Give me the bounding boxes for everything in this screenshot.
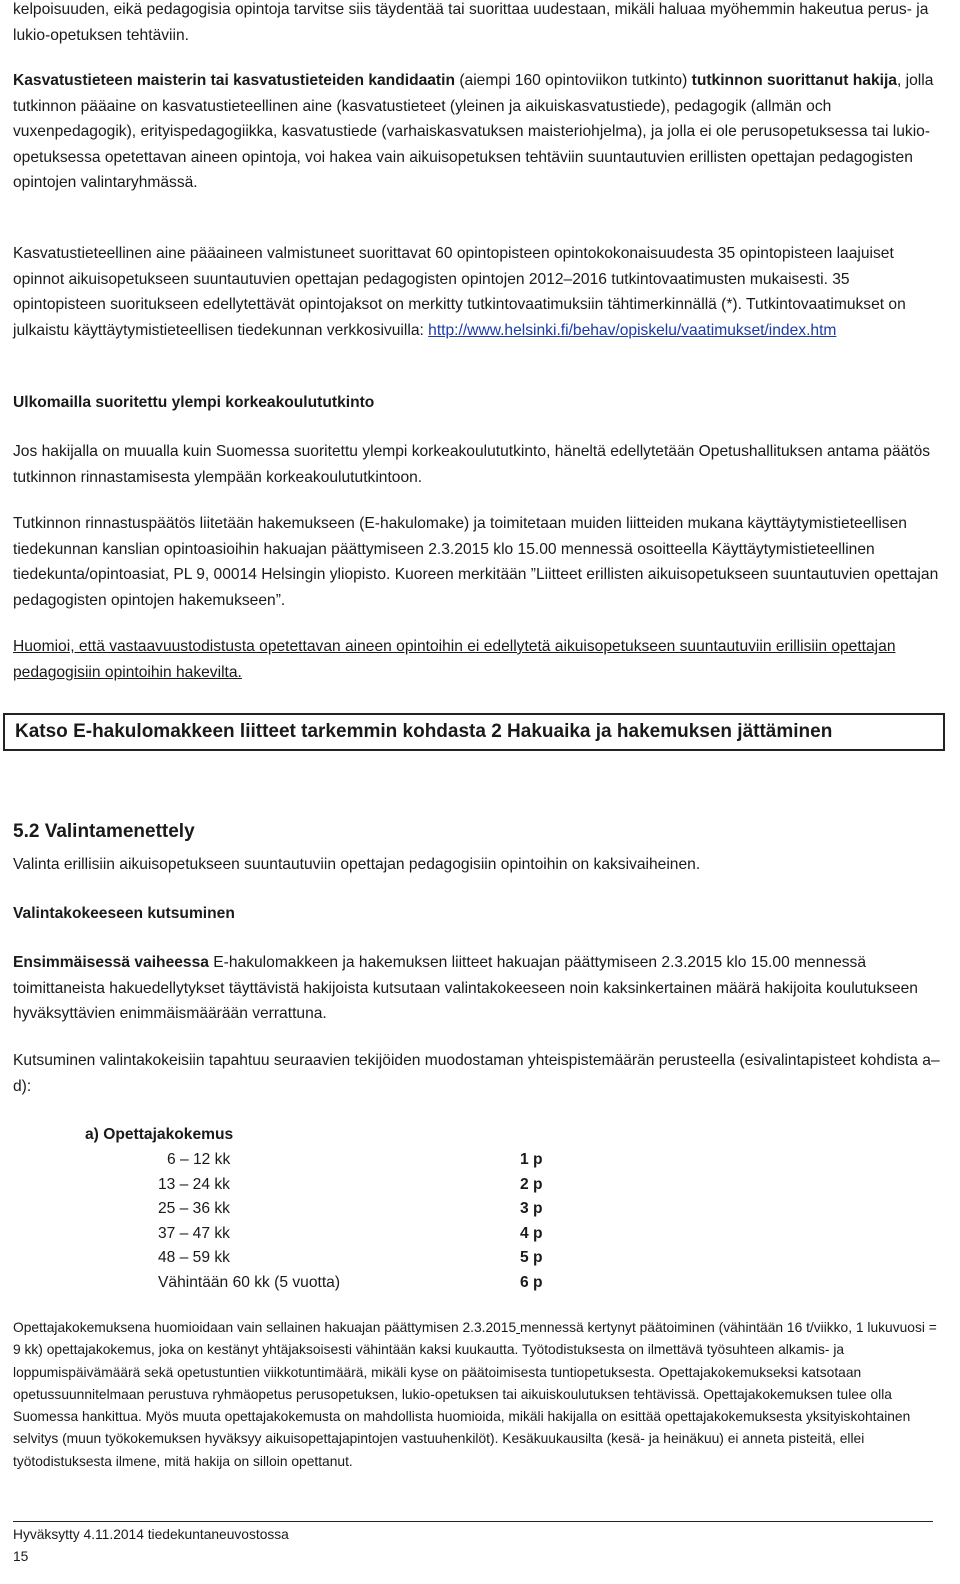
text-segment: Kasvatustieteellinen aine pääaineen valmistuneet suorittavat 60 opintopisteen opintokokonaisuudesta 35 opintopisteen laajuiset opinnot aikuisopetukseen suuntautuvien opettajan pedagogisten opintojen 2012–2016 tutkintovaatimusten mukaisesti. 35 opintopisteen suoritukseen edellytettävät opintojaksot on merkitty tutkintovaatimuksiin tähtimerkinnällä (*). Tutkintovaatimukset on julkaistu käyttäytymistieteellisen tiedekunnan verkkosivuilla: (13, 245, 906, 339)
table-row-label: 48 – 59 kk (158, 1249, 230, 1266)
requirements-link[interactable]: http://www.helsinki.fi/behav/opiskelu/vaatimukset/index.htm (428, 321, 837, 339)
paragraph-kutsuminen (13, 1048, 943, 1099)
paragraph-rinnastus-text: Tutkinnon rinnastuspäätös liitetään hakemukseen (E-hakulomake) ja toimitetaan muiden liitteiden mukana käyttäytymistieteellisen tiedekunnan kanslian opintoasioihin hakuajan päättymiseen 2.3.2015 klo 15.00 mennessä osoitteella Käyttäytymistieteellinen tiedekunta/opintoasiat, PL 9, 00014 Helsingin yliopisto. Kuoreen merkitään ”Liitteet erillisten aikuisopetukseen suuntautuvien opettajan pedagogisten opintojen hakemukseen”. (13, 515, 939, 609)
paragraph-kasvatustiede-eligibility (13, 68, 943, 196)
paragraph-kutsuminen-text: Kutsuminen valintakokeisiin tapahtuu seuraavien tekijöiden muodostaman yhteispistemäärän perusteella (esivalintapisteet kohdista a–d): (13, 1052, 940, 1095)
text-segment: Opettajakokemuksena huomioidaan vain sellainen hakuajan päättymisen 2.3.2015 (13, 1320, 517, 1335)
table-row-label: 13 – 24 kk (158, 1175, 230, 1193)
table-row-points: 2 p (520, 1175, 543, 1193)
heading-kutsuminen (13, 901, 943, 927)
table-row-points: 3 p (520, 1200, 543, 1217)
table-row-points: 5 p (520, 1249, 543, 1266)
text-segment: mennessä kertynyt päätoiminen (vähintään 16 t/viikko, 1 lukuvuosi = 9 kk) opettajakokemus, joka on kestänyt yhtäjaksoisesti vähintään kaksi kuukautta. Työtodistuksesta on ilmettävä työsuhteen alkamis- ja loppumispäivämäärä sekä opetustuntien viikkotuntimäärä, mikäli kyse on päätoimisesta tuntiopetuksesta. Opettajakokemukseksi katsotaan opetussuunnitelmaan perustuva ryhmäopetus perusopetuksen, lukio-opetuksen tai aikuiskoulutuksen tehtävissä. Opettajakokemuksen tulee olla Suomessa hankittua. Myös muuta opettajakokemusta on mahdollista huomioida, mikäli hakijalla on esittää opettajakokemuksesta yksityiskohtainen selvitys (muun työkokemuksen hyväksyy aikuisopettajapintojen vastuuhenkilöt). Kesäkuukausilta (kesä- ja heinäkuu) ei anneta pisteitä, ellei työtodistuksesta ilmene, mitä hakija on silloin opettanut. (13, 1320, 937, 1469)
paragraph-huomioi-text: Huomioi, että vastaavuustodistusta opetettavan aineen opintoihin ei edellytetä aikuisopetukseen suuntautuviin erillisiin opettajan pedagogisiin opintoihin hakevilta. (13, 638, 896, 681)
table-row-points: 6 p (520, 1273, 543, 1291)
paragraph-first-phase (13, 950, 943, 1027)
footer-approved (13, 1525, 943, 1545)
paragraph-valinta-text: Valinta erillisiin aikuisopetukseen suuntautuviin opettajan pedagogisiin opintoihin on kaksivaiheinen. (13, 856, 701, 873)
heading-opettajakokemus (85, 1122, 685, 1148)
heading-kutsuminen-text: Valintakokeeseen kutsuminen (13, 905, 235, 922)
paragraph-intro-text: kelpoisuuden, eikä pedagogisia opintoja tarvitse siis täydentää tai suorittaa uudestaan, mikäli haluaa myöhemmin hakeutua perus- ja lukio-opetuksen tehtäviin. (13, 1, 929, 44)
paragraph-rinnastus (13, 511, 943, 613)
text-segment: (aiempi 160 opintoviikon tutkinto) (455, 72, 692, 89)
paragraph-valinta (13, 852, 943, 878)
bold-first-phase: Ensimmäisessä vaiheessa (13, 954, 209, 971)
paragraph-intro (13, 0, 943, 48)
text-segment: , jolla tutkinnon pääaine on kasvatustieteellinen aine (kasvatustieteet (yleinen ja aikuiskasvatustiede), pedagogik (allmän och vuxenpedagogik), erityispedagogiikka, kasvatustiede (varhaiskasvatuksen maisteriohjelma), ja jolla ei ole perusopetuksessa tai lukio-opetuksessa opetettavan aineen opintoja, voi hakea vain aikuisopetuksen tehtäviin suuntautuvien erillisten opettajan pedagogisten opintojen valintaryhmässä. (13, 72, 934, 191)
table-row-points: 1 p (520, 1151, 543, 1168)
table-row-label: 25 – 36 kk (158, 1200, 230, 1217)
bold-degree-name: Kasvatustieteen maisterin tai kasvatustieteiden kandidaatin (13, 72, 455, 89)
heading-ulkomailla (13, 390, 943, 416)
boxed-note (3, 713, 945, 751)
paragraph-huomioi (13, 634, 943, 685)
page-number-text: 15 (13, 1549, 29, 1564)
paragraph-foreign-degree (13, 439, 943, 490)
paragraph-foreign-degree-text: Jos hakijalla on muualla kuin Suomessa suoritettu ylempi korkeakoulututkinto, häneltä edellytetään Opetushallituksen antama päätös tutkinnon rinnastamisesta ylempään korkeakoulututkintoon. (13, 443, 931, 486)
bold-applicant: tutkinnon suorittanut hakija (691, 72, 897, 89)
footer-divider (13, 1521, 933, 1522)
section-heading-5-2 (13, 819, 943, 845)
table-row-label: Vähintään 60 kk (5 vuotta) (158, 1273, 341, 1291)
heading-opettajakokemus-text: a) Opettajakokemus (85, 1126, 234, 1143)
heading-ulkomailla-text: Ulkomailla suoritettu ylempi korkeakoulututkinto (13, 394, 375, 411)
section-heading-5-2-text: 5.2 Valintamenettely (13, 821, 195, 842)
table-row-label: 6 – 12 kk (167, 1151, 231, 1168)
text-segment: E-hakulomakkeen ja hakemuksen liitteet hakuajan päättymiseen 2.3.2015 klo 15.00 mennessä toimittaneista hakuedellytykset täyttävistä hakijoista kutsutaan valintakokeeseen noin kaksinkertainen määrä hakijoita koulutukseen hyväksyttävien enimmäismäärään verrattuna. (13, 954, 918, 1022)
paragraph-kasvatustiede-studies (13, 241, 943, 343)
table-row-points: 4 p (520, 1224, 543, 1242)
table-row-label: 37 – 47 kk (158, 1224, 230, 1242)
paragraph-experience-notes (13, 1317, 943, 1473)
page-number (13, 1547, 943, 1567)
footer-approved-text: Hyväksytty 4.11.2014 tiedekuntaneuvostossa (13, 1527, 289, 1542)
boxed-note-text: Katso E-hakulomakkeen liitteet tarkemmin kohdasta 2 Hakuaika ja hakemuksen jättäminen (15, 721, 833, 742)
